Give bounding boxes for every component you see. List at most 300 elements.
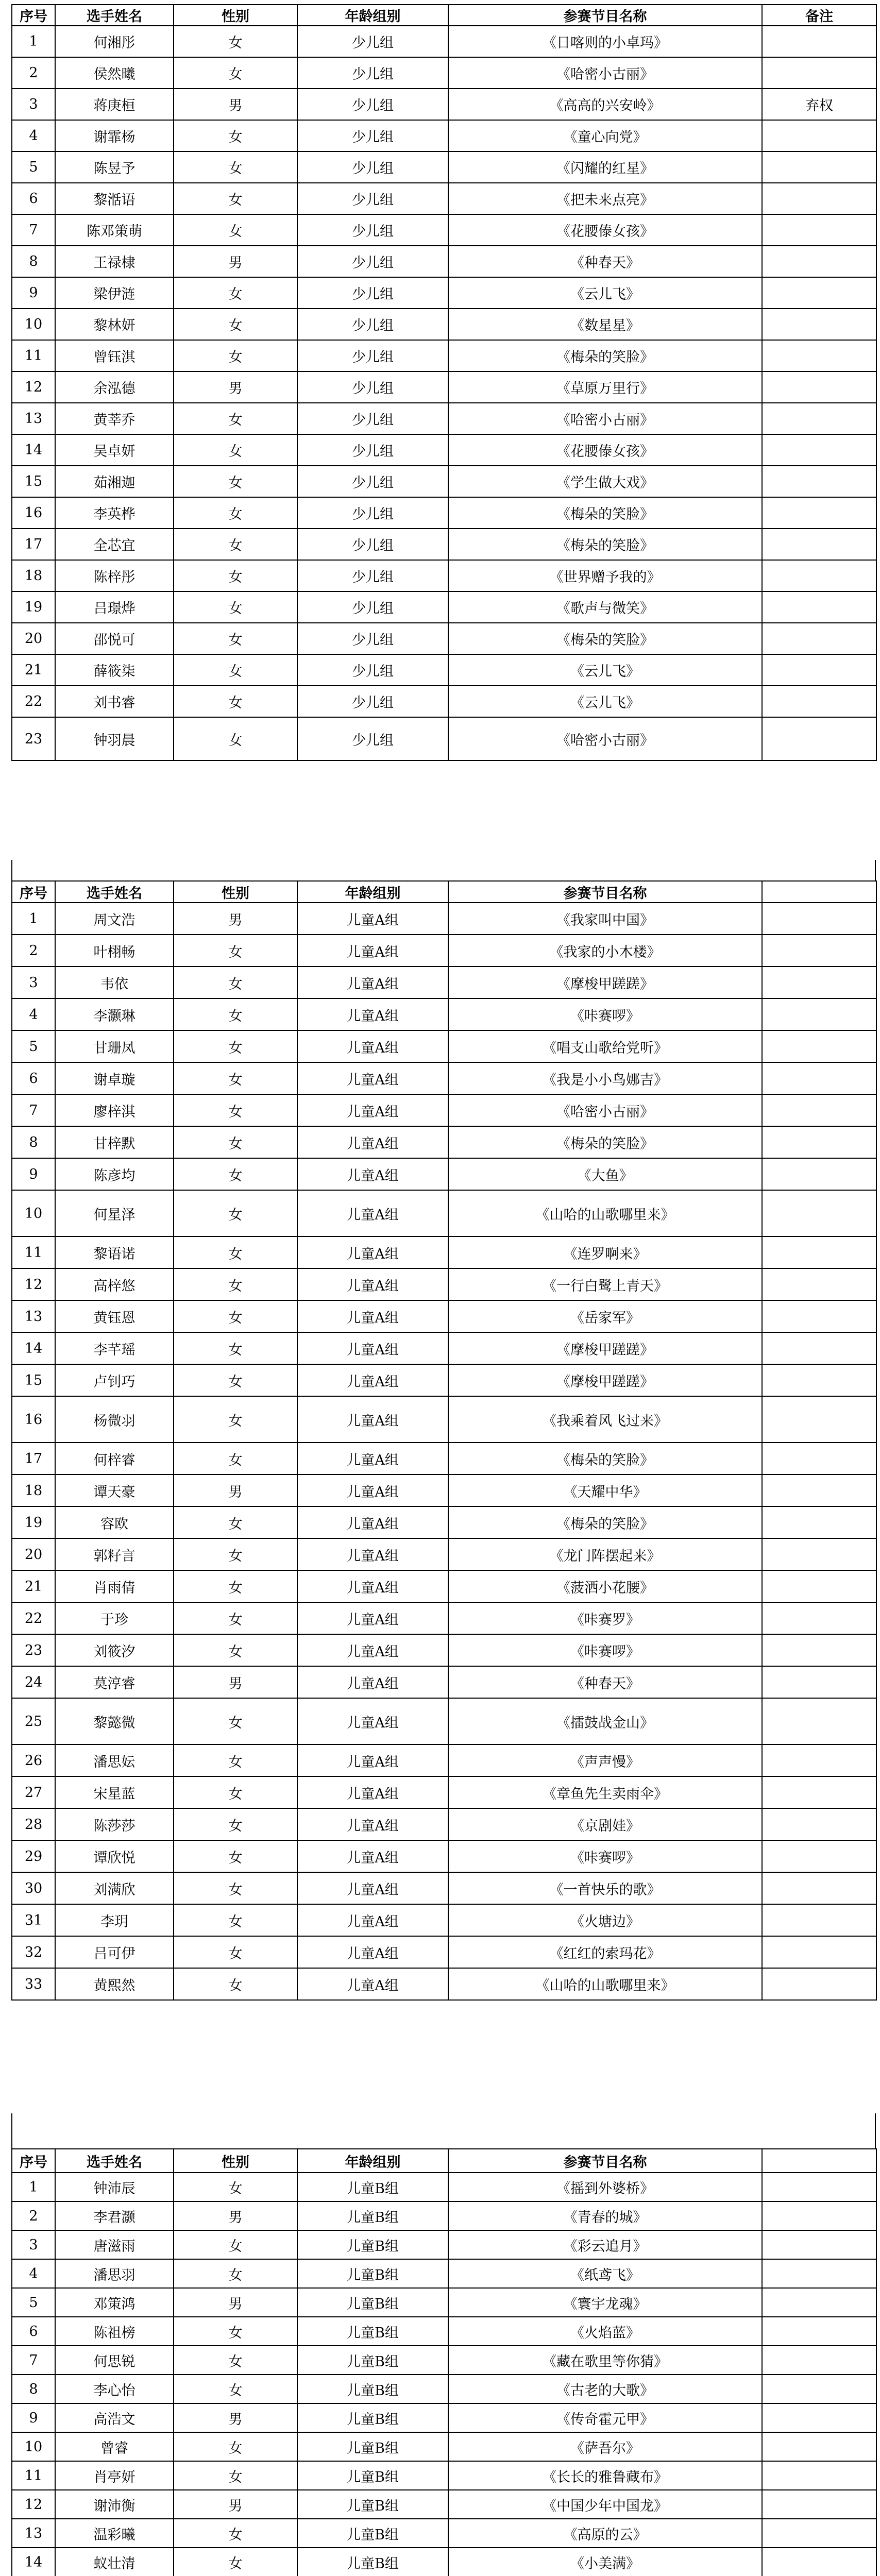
header-program: 参赛节目名称 [448, 5, 762, 26]
gender-cell: 女 [174, 686, 297, 717]
table-row [12, 57, 876, 89]
table-row [12, 26, 876, 57]
table-row [12, 1602, 876, 1634]
table-row [12, 903, 876, 935]
row-number-cell: 23 [12, 717, 55, 760]
row-number-cell: 33 [12, 1968, 55, 2000]
program-title-cell: 《把未来点亮》 [448, 183, 762, 214]
contestant-name-cell: 何思锐 [55, 2346, 174, 2375]
header-gender: 性别 [174, 2149, 297, 2173]
gender-cell: 女 [174, 2375, 297, 2403]
contestant-name-cell: 韦依 [55, 967, 174, 998]
remark-cell [762, 1776, 876, 1808]
contestant-name-cell: 刘满欣 [55, 1872, 174, 1904]
program-title-cell: 《咔赛啰》 [448, 1634, 762, 1666]
row-number-cell: 12 [12, 371, 55, 403]
table-row [12, 246, 876, 277]
gender-cell: 女 [174, 1936, 297, 1968]
row-number-cell: 30 [12, 1872, 55, 1904]
program-title-cell: 《京剧娃》 [448, 1808, 762, 1840]
remark-cell [762, 214, 876, 246]
row-number-cell: 11 [12, 340, 55, 371]
age-group-cell: 儿童A组 [297, 1698, 448, 1744]
remark-cell [762, 309, 876, 340]
program-title-cell: 《日喀则的小卓玛》 [448, 26, 762, 57]
remark-cell [762, 717, 876, 760]
table-row [12, 309, 876, 340]
program-title-cell: 《我是小小鸟娜吉》 [448, 1062, 762, 1094]
age-group-cell: 儿童B组 [297, 2490, 448, 2519]
gender-cell: 女 [174, 2230, 297, 2259]
remark-cell [762, 1094, 876, 1126]
table-row [12, 1475, 876, 1506]
program-title-cell: 《传奇霍元甲》 [448, 2403, 762, 2432]
age-group-cell: 少儿组 [297, 403, 448, 434]
contestant-name-cell: 薛筱柒 [55, 654, 174, 686]
contestant-table-section [11, 2148, 877, 2576]
table-row [12, 2461, 876, 2490]
gender-cell: 女 [174, 1968, 297, 2000]
header-program: 参赛节目名称 [448, 2149, 762, 2173]
program-title-cell: 《我家叫中国》 [448, 903, 762, 935]
gender-cell: 男 [174, 89, 297, 120]
program-title-cell: 《火塘边》 [448, 1904, 762, 1936]
program-title-cell: 《哈密小古丽》 [448, 1094, 762, 1126]
gender-cell: 女 [174, 2346, 297, 2375]
age-group-cell: 少儿组 [297, 309, 448, 340]
gender-cell: 女 [174, 1158, 297, 1190]
row-number-cell: 28 [12, 1808, 55, 1840]
age-group-cell: 儿童B组 [297, 2519, 448, 2548]
remark-cell [762, 2288, 876, 2317]
age-group-cell: 儿童A组 [297, 1443, 448, 1475]
row-number-cell: 18 [12, 560, 55, 591]
row-number-cell: 27 [12, 1776, 55, 1808]
row-number-cell: 20 [12, 623, 55, 654]
row-number-cell: 7 [12, 2346, 55, 2375]
table-row [12, 2201, 876, 2230]
table-row [12, 717, 876, 760]
gender-cell: 女 [174, 1190, 297, 1236]
age-group-cell: 儿童B组 [297, 2201, 448, 2230]
age-group-cell: 儿童A组 [297, 1236, 448, 1268]
remark-cell [762, 1268, 876, 1300]
contestant-name-cell: 谢霏杨 [55, 120, 174, 151]
row-number-cell: 14 [12, 434, 55, 466]
remark-cell [762, 183, 876, 214]
program-title-cell: 《梅朵的笑脸》 [448, 340, 762, 371]
program-title-cell: 《云儿飞》 [448, 654, 762, 686]
row-number-cell: 15 [12, 466, 55, 497]
program-title-cell: 《歌声与微笑》 [448, 591, 762, 623]
table-row [12, 623, 876, 654]
table-row [12, 1744, 876, 1776]
remark-cell [762, 1332, 876, 1364]
age-group-cell: 儿童A组 [297, 935, 448, 967]
table-row [12, 1332, 876, 1364]
age-group-cell: 少儿组 [297, 214, 448, 246]
age-group-cell: 少儿组 [297, 57, 448, 89]
age-group-cell: 儿童B组 [297, 2230, 448, 2259]
gender-cell: 女 [174, 2259, 297, 2288]
age-group-cell: 儿童B组 [297, 2346, 448, 2375]
remark-cell [762, 2201, 876, 2230]
program-title-cell: 《花腰傣女孩》 [448, 214, 762, 246]
program-title-cell: 《一行白鹭上青天》 [448, 1268, 762, 1300]
row-number-cell: 7 [12, 214, 55, 246]
contestant-name-cell: 吕璟烨 [55, 591, 174, 623]
contestant-name-cell: 陈彦均 [55, 1158, 174, 1190]
row-number-cell: 5 [12, 2288, 55, 2317]
age-group-cell: 少儿组 [297, 560, 448, 591]
program-title-cell: 《咔赛啰》 [448, 1840, 762, 1872]
program-title-cell: 《长长的雅鲁藏布》 [448, 2461, 762, 2490]
gender-cell: 女 [174, 403, 297, 434]
gender-cell: 女 [174, 57, 297, 89]
contestant-name-cell: 郭籽言 [55, 1538, 174, 1570]
remark-cell [762, 2490, 876, 2519]
contestant-name-cell: 陈邓策萌 [55, 214, 174, 246]
table-row [12, 1808, 876, 1840]
table-row [12, 2375, 876, 2403]
gender-cell: 女 [174, 1268, 297, 1300]
age-group-cell: 儿童A组 [297, 1190, 448, 1236]
age-group-cell: 儿童A组 [297, 1475, 448, 1506]
table-row [12, 1840, 876, 1872]
contestant-name-cell: 谭欣悦 [55, 1840, 174, 1872]
remark-cell [762, 1475, 876, 1506]
remark-cell [762, 1506, 876, 1538]
table-row [12, 1904, 876, 1936]
age-group-cell: 少儿组 [297, 654, 448, 686]
remark-cell [762, 26, 876, 57]
remark-cell [762, 1602, 876, 1634]
contestant-table-section [11, 880, 877, 2001]
age-group-cell: 少儿组 [297, 151, 448, 183]
contestant-name-cell: 潘思羽 [55, 2259, 174, 2288]
program-title-cell: 《菠洒小花腰》 [448, 1570, 762, 1602]
gender-cell: 女 [174, 1062, 297, 1094]
contestant-name-cell: 黄熙然 [55, 1968, 174, 2000]
gender-cell: 男 [174, 2288, 297, 2317]
age-group-cell: 儿童A组 [297, 1364, 448, 1396]
program-title-cell: 《种春天》 [448, 246, 762, 277]
remark-cell [762, 654, 876, 686]
contestant-name-cell: 钟沛辰 [55, 2173, 174, 2201]
gender-cell: 女 [174, 1744, 297, 1776]
program-title-cell: 《摩梭甲蹉蹉》 [448, 1332, 762, 1364]
table-row [12, 434, 876, 466]
table-header-row [12, 2149, 876, 2173]
table-row [12, 277, 876, 309]
program-title-cell: 《萨吾尔》 [448, 2432, 762, 2461]
section-gap [11, 2113, 876, 2148]
table-row [12, 2490, 876, 2519]
gender-cell: 女 [174, 1126, 297, 1158]
contestant-name-cell: 黎语诺 [55, 1236, 174, 1268]
table-row [12, 1634, 876, 1666]
table-row [12, 2548, 876, 2576]
contestant-name-cell: 何梓睿 [55, 1443, 174, 1475]
table-row [12, 1190, 876, 1236]
remark-cell [762, 2259, 876, 2288]
age-group-cell: 少儿组 [297, 686, 448, 717]
gender-cell: 女 [174, 935, 297, 967]
program-title-cell: 《梅朵的笑脸》 [448, 623, 762, 654]
age-group-cell: 儿童A组 [297, 1570, 448, 1602]
gender-cell: 男 [174, 246, 297, 277]
contestant-name-cell: 茹湘迦 [55, 466, 174, 497]
remark-cell [762, 1698, 876, 1744]
contestant-name-cell: 唐滋雨 [55, 2230, 174, 2259]
gender-cell: 女 [174, 1602, 297, 1634]
program-title-cell: 《摩梭甲蹉蹉》 [448, 967, 762, 998]
row-number-cell: 7 [12, 1094, 55, 1126]
program-title-cell: 《梅朵的笑脸》 [448, 1506, 762, 1538]
table-row [12, 497, 876, 529]
row-number-cell: 10 [12, 2432, 55, 2461]
remark-cell [762, 2403, 876, 2432]
remark-cell [762, 497, 876, 529]
row-number-cell: 8 [12, 1126, 55, 1158]
gender-cell: 女 [174, 560, 297, 591]
age-group-cell: 少儿组 [297, 529, 448, 560]
program-title-cell: 《中国少年中国龙》 [448, 2490, 762, 2519]
remark-cell: 弃权 [762, 89, 876, 120]
remark-cell [762, 1840, 876, 1872]
age-group-cell: 儿童B组 [297, 2288, 448, 2317]
table-row [12, 2173, 876, 2201]
age-group-cell: 儿童A组 [297, 1030, 448, 1062]
header-group: 年龄组别 [297, 2149, 448, 2173]
age-group-cell: 儿童B组 [297, 2461, 448, 2490]
program-title-cell: 《哈密小古丽》 [448, 717, 762, 760]
contestant-name-cell: 李芊瑶 [55, 1332, 174, 1364]
table-row [12, 1506, 876, 1538]
age-group-cell: 儿童A组 [297, 1634, 448, 1666]
gender-cell: 女 [174, 466, 297, 497]
table-row [12, 2432, 876, 2461]
age-group-cell: 儿童A组 [297, 1396, 448, 1443]
age-group-cell: 少儿组 [297, 371, 448, 403]
row-number-cell: 26 [12, 1744, 55, 1776]
gender-cell: 女 [174, 1094, 297, 1126]
row-number-cell: 11 [12, 1236, 55, 1268]
gender-cell: 女 [174, 591, 297, 623]
gender-cell: 女 [174, 26, 297, 57]
gender-cell: 男 [174, 903, 297, 935]
header-name: 选手姓名 [55, 5, 174, 26]
remark-cell [762, 1300, 876, 1332]
program-title-cell: 《摩梭甲蹉蹉》 [448, 1364, 762, 1396]
gender-cell: 女 [174, 497, 297, 529]
gender-cell: 女 [174, 2317, 297, 2346]
gender-cell: 女 [174, 1634, 297, 1666]
contestant-name-cell: 高浩文 [55, 2403, 174, 2432]
contestant-name-cell: 陈莎莎 [55, 1808, 174, 1840]
gender-cell: 女 [174, 1506, 297, 1538]
row-number-cell: 6 [12, 183, 55, 214]
contestant-name-cell: 何湘彤 [55, 26, 174, 57]
table-row [12, 2288, 876, 2317]
row-number-cell: 4 [12, 120, 55, 151]
gender-cell: 女 [174, 1396, 297, 1443]
program-title-cell: 《世界赠予我的》 [448, 560, 762, 591]
row-number-cell: 19 [12, 1506, 55, 1538]
program-title-cell: 《岳家军》 [448, 1300, 762, 1332]
remark-cell [762, 1030, 876, 1062]
age-group-cell: 儿童A组 [297, 1506, 448, 1538]
program-title-cell: 《花腰傣女孩》 [448, 434, 762, 466]
header-name: 选手姓名 [55, 881, 174, 903]
age-group-cell: 儿童B组 [297, 2173, 448, 2201]
contestant-name-cell: 陈昱予 [55, 151, 174, 183]
remark-cell [762, 340, 876, 371]
age-group-cell: 儿童B组 [297, 2375, 448, 2403]
age-group-cell: 儿童A组 [297, 1158, 448, 1190]
table-row [12, 371, 876, 403]
remark-cell [762, 2346, 876, 2375]
remark-cell [762, 2461, 876, 2490]
age-group-cell: 儿童A组 [297, 1936, 448, 1968]
age-group-cell: 儿童A组 [297, 1904, 448, 1936]
row-number-cell: 8 [12, 246, 55, 277]
program-title-cell: 《数星星》 [448, 309, 762, 340]
age-group-cell: 儿童A组 [297, 1872, 448, 1904]
program-title-cell: 《山哈的山歌哪里来》 [448, 1968, 762, 2000]
age-group-cell: 儿童A组 [297, 1094, 448, 1126]
gender-cell: 女 [174, 1840, 297, 1872]
contestant-name-cell: 周文浩 [55, 903, 174, 935]
contestant-name-cell: 王禄棣 [55, 246, 174, 277]
header-no: 序号 [12, 2149, 55, 2173]
program-title-cell: 《山哈的山歌哪里来》 [448, 1190, 762, 1236]
table-row [12, 967, 876, 998]
contestant-name-cell: 高梓悠 [55, 1268, 174, 1300]
table-row [12, 340, 876, 371]
contestant-name-cell: 肖亭妍 [55, 2461, 174, 2490]
contestant-name-cell: 陈梓彤 [55, 560, 174, 591]
contestant-name-cell: 李英桦 [55, 497, 174, 529]
row-number-cell: 9 [12, 1158, 55, 1190]
gender-cell: 女 [174, 529, 297, 560]
age-group-cell: 儿童A组 [297, 1602, 448, 1634]
age-group-cell: 儿童A组 [297, 1332, 448, 1364]
contestant-name-cell: 邓策鸿 [55, 2288, 174, 2317]
row-number-cell: 13 [12, 1300, 55, 1332]
table-row [12, 1300, 876, 1332]
remark-cell [762, 967, 876, 998]
header-remark [762, 881, 876, 903]
gender-cell: 男 [174, 2490, 297, 2519]
table-row [12, 214, 876, 246]
remark-cell [762, 151, 876, 183]
remark-cell [762, 2432, 876, 2461]
header-gender: 性别 [174, 881, 297, 903]
row-number-cell: 2 [12, 935, 55, 967]
remark-cell [762, 935, 876, 967]
header-program: 参赛节目名称 [448, 881, 762, 903]
program-title-cell: 《童心向党》 [448, 120, 762, 151]
table-row [12, 1364, 876, 1396]
remark-cell [762, 246, 876, 277]
contestant-name-cell: 李君灏 [55, 2201, 174, 2230]
header-group: 年龄组别 [297, 881, 448, 903]
table-row [12, 560, 876, 591]
contestant-name-cell: 蚁壮清 [55, 2548, 174, 2576]
gender-cell: 女 [174, 1872, 297, 1904]
gender-cell: 女 [174, 2432, 297, 2461]
program-title-cell: 《天耀中华》 [448, 1475, 762, 1506]
program-title-cell: 《声声慢》 [448, 1744, 762, 1776]
remark-cell [762, 686, 876, 717]
contestant-name-cell: 肖雨倩 [55, 1570, 174, 1602]
remark-cell [762, 371, 876, 403]
program-title-cell: 《高高的兴安岭》 [448, 89, 762, 120]
row-number-cell: 12 [12, 2490, 55, 2519]
remark-cell [762, 1236, 876, 1268]
program-title-cell: 《哈密小古丽》 [448, 403, 762, 434]
contestant-name-cell: 李玥 [55, 1904, 174, 1936]
contestant-name-cell: 潘思妘 [55, 1744, 174, 1776]
table-row [12, 591, 876, 623]
contestant-name-cell: 曾钰淇 [55, 340, 174, 371]
table-row [12, 183, 876, 214]
row-number-cell: 25 [12, 1698, 55, 1744]
contestant-name-cell: 刘筱汐 [55, 1634, 174, 1666]
program-title-cell: 《我家的小木楼》 [448, 935, 762, 967]
program-title-cell: 《擂鼓战金山》 [448, 1698, 762, 1744]
table-row [12, 1062, 876, 1094]
remark-cell [762, 2173, 876, 2201]
age-group-cell: 儿童A组 [297, 1062, 448, 1094]
age-group-cell: 儿童A组 [297, 1968, 448, 2000]
remark-cell [762, 120, 876, 151]
remark-cell [762, 2375, 876, 2403]
contestant-name-cell: 宋星蓝 [55, 1776, 174, 1808]
program-title-cell: 《咔赛啰》 [448, 998, 762, 1030]
table-row [12, 1666, 876, 1698]
remark-cell [762, 2317, 876, 2346]
table-row [12, 466, 876, 497]
age-group-cell: 儿童A组 [297, 998, 448, 1030]
table-row [12, 1236, 876, 1268]
remark-cell [762, 1443, 876, 1475]
row-number-cell: 1 [12, 2173, 55, 2201]
gender-cell: 女 [174, 1030, 297, 1062]
remark-cell [762, 1538, 876, 1570]
remark-cell [762, 2548, 876, 2576]
remark-cell [762, 1968, 876, 2000]
table-row [12, 1776, 876, 1808]
table-row [12, 1570, 876, 1602]
row-number-cell: 16 [12, 497, 55, 529]
gender-cell: 女 [174, 434, 297, 466]
table-row [12, 1094, 876, 1126]
table-row [12, 1872, 876, 1904]
gender-cell: 女 [174, 277, 297, 309]
age-group-cell: 少儿组 [297, 89, 448, 120]
contestant-name-cell: 侯然曦 [55, 57, 174, 89]
row-number-cell: 13 [12, 403, 55, 434]
contestant-name-cell: 吴卓妍 [55, 434, 174, 466]
gender-cell: 男 [174, 1666, 297, 1698]
header-group: 年龄组别 [297, 5, 448, 26]
remark-cell [762, 1158, 876, 1190]
age-group-cell: 儿童A组 [297, 1744, 448, 1776]
table-header-row [12, 881, 876, 903]
remark-cell [762, 1936, 876, 1968]
